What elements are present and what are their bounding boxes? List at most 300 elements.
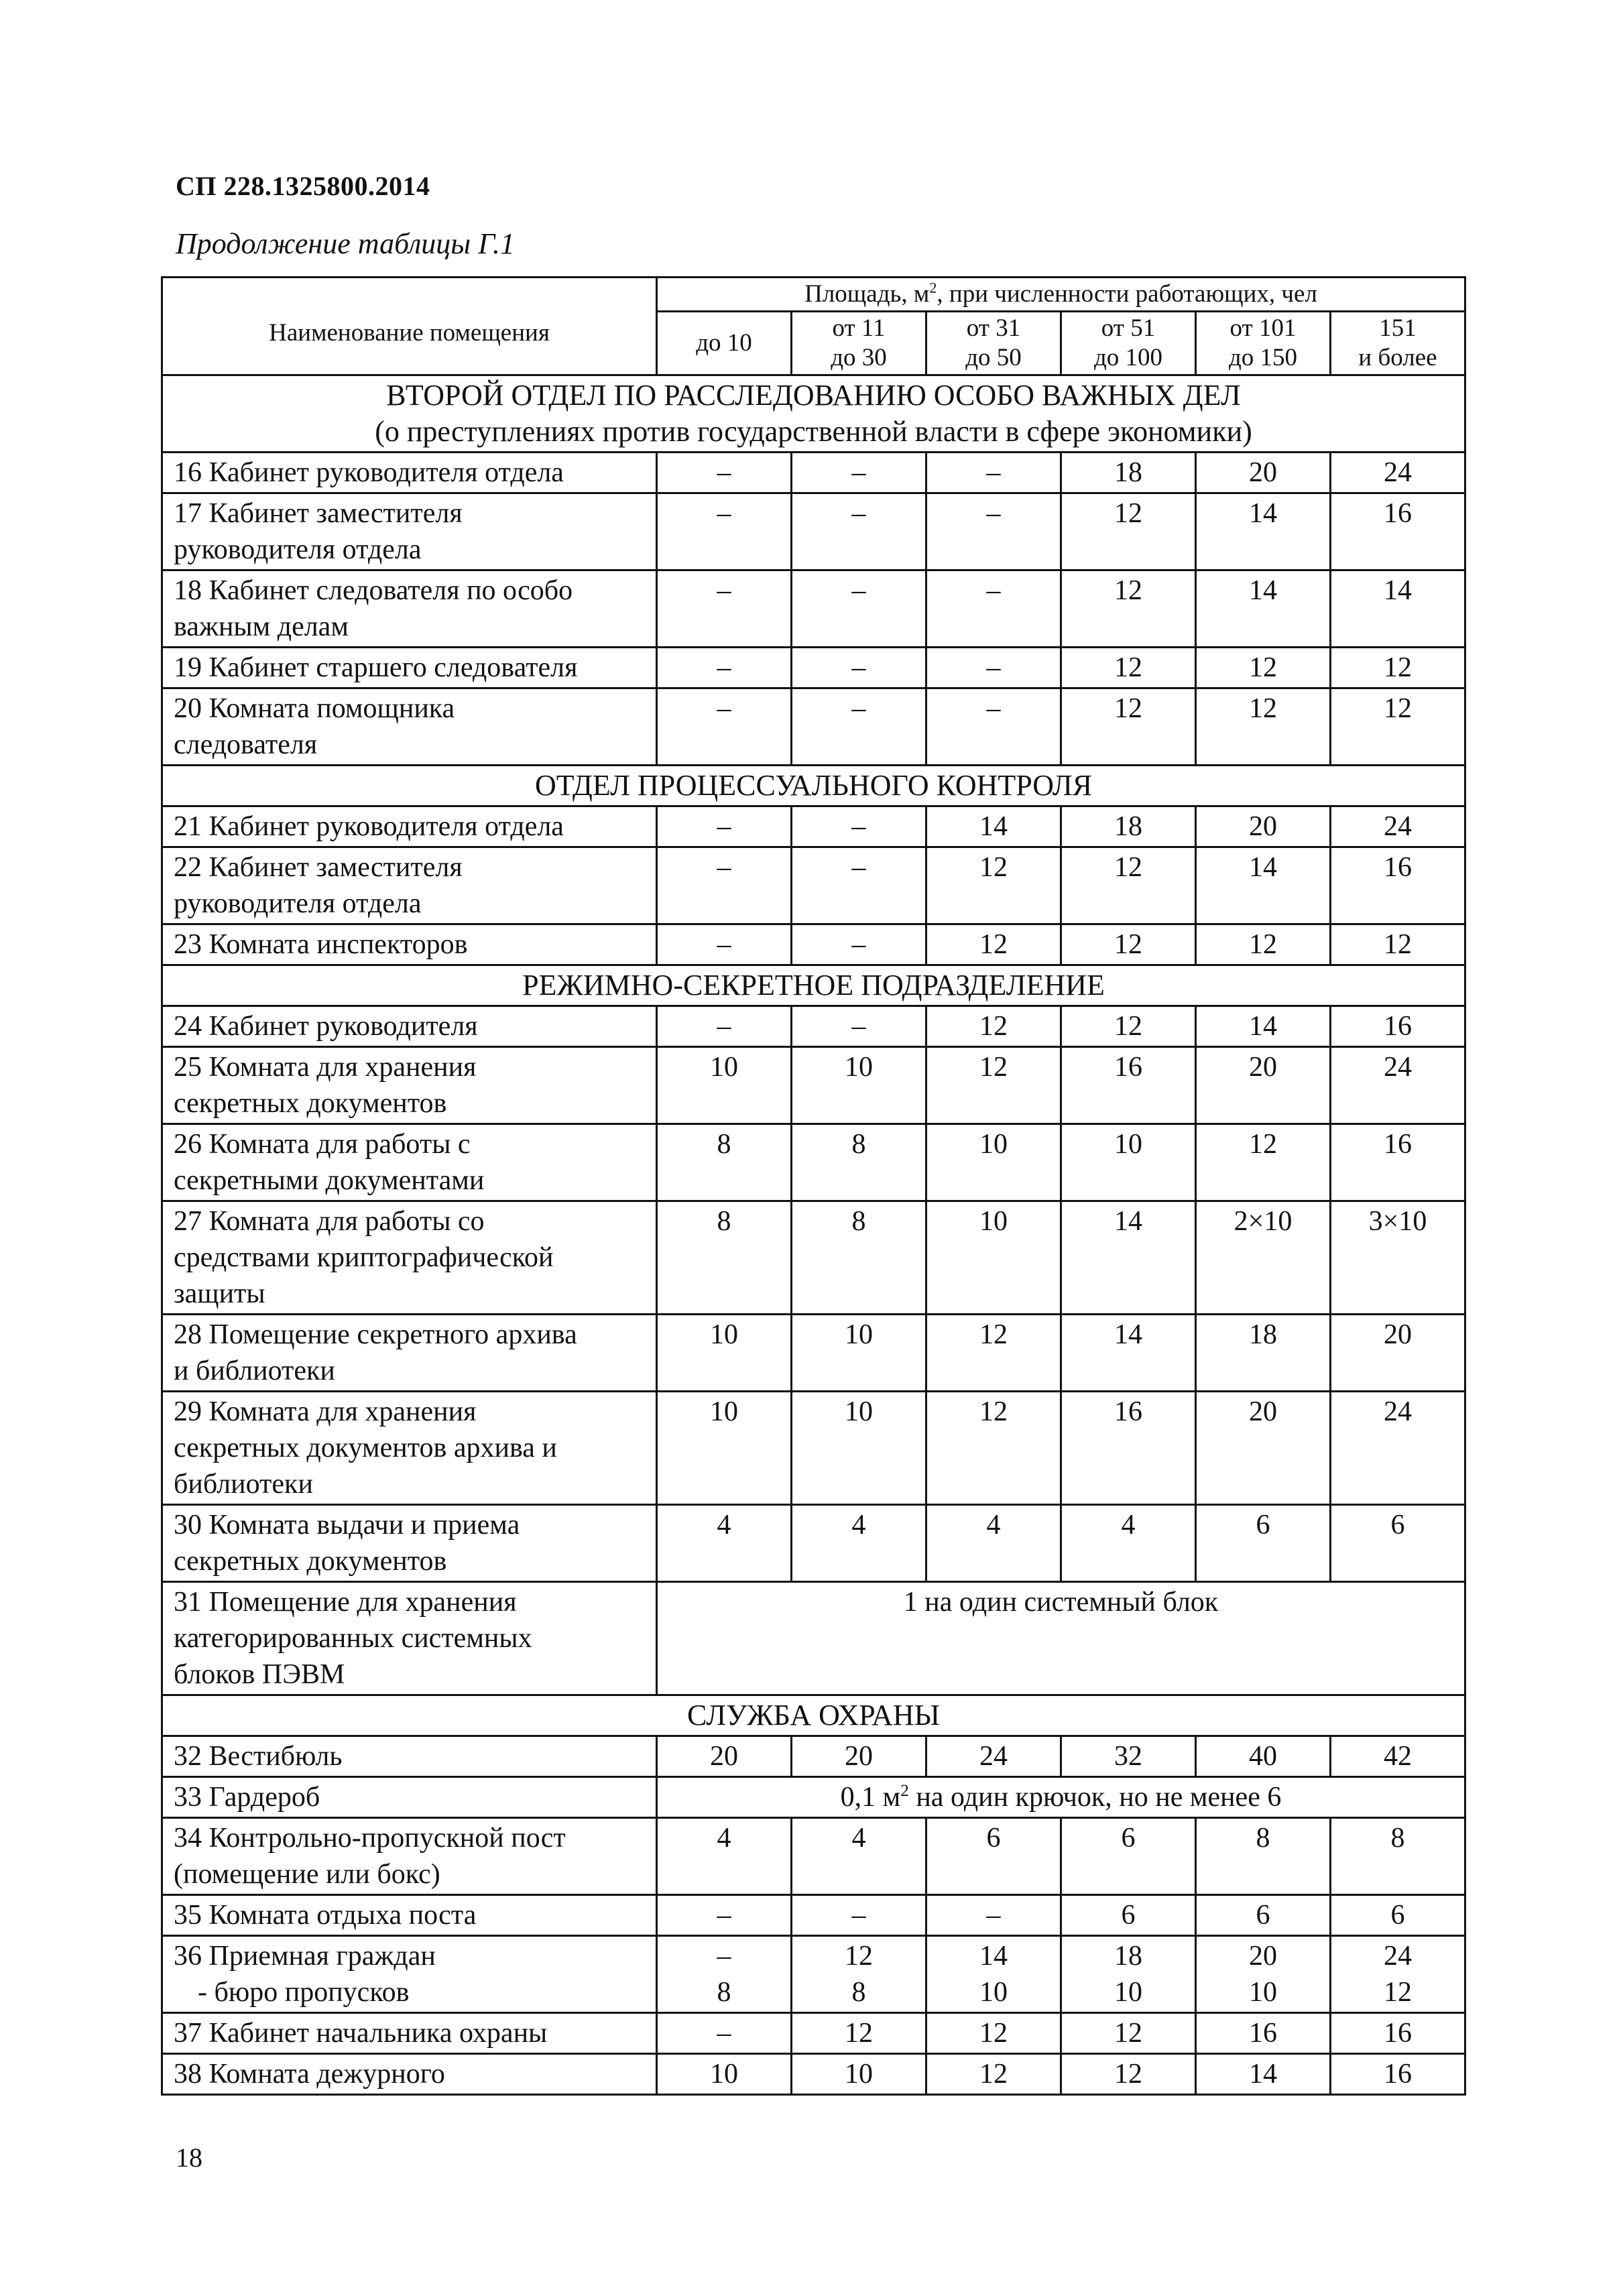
area-value-cell bbox=[792, 648, 926, 688]
area-value: – bbox=[851, 457, 866, 488]
room-name-line: 29 Комната для хранения bbox=[174, 1396, 477, 1427]
header-column-6 bbox=[1331, 312, 1465, 375]
area-value: 6 bbox=[1390, 1900, 1405, 1931]
area-value-cell bbox=[657, 688, 792, 766]
area-value-cell bbox=[926, 1505, 1061, 1582]
area-value-cell bbox=[1061, 847, 1196, 924]
area-value: 24 bbox=[1384, 1396, 1412, 1427]
area-value-cell bbox=[1196, 1936, 1331, 2013]
table-row bbox=[162, 1124, 1465, 1201]
area-value-cell bbox=[1061, 1505, 1196, 1582]
area-value-cell bbox=[1196, 1818, 1331, 1895]
area-value: 12 bbox=[979, 852, 1008, 883]
area-value: – bbox=[986, 652, 1001, 683]
area-value-cell bbox=[1196, 806, 1331, 847]
area-value-cell bbox=[792, 806, 926, 847]
room-name-line: 21 Кабинет руководителя отдела bbox=[174, 811, 564, 842]
area-value-cell bbox=[657, 493, 792, 570]
area-value-cell bbox=[792, 1936, 926, 2013]
area-value: – bbox=[851, 652, 866, 683]
area-value-cell bbox=[1061, 1315, 1196, 1392]
area-value: 6 bbox=[1121, 1823, 1136, 1854]
table-row bbox=[162, 1392, 1465, 1505]
area-value: 24 bbox=[979, 1741, 1008, 1772]
area-value-cell bbox=[1331, 1006, 1465, 1047]
area-value: 12 bbox=[1384, 652, 1412, 683]
document-code: СП 228.1325800.2014 bbox=[176, 171, 430, 201]
area-value-cell bbox=[657, 1818, 792, 1895]
room-name-cell bbox=[162, 2054, 657, 2095]
area-value-cell bbox=[657, 924, 792, 965]
area-value: 16 bbox=[1384, 1129, 1412, 1160]
table-row bbox=[162, 924, 1465, 965]
area-value-cell bbox=[926, 806, 1061, 847]
area-value: – bbox=[717, 852, 731, 883]
area-value-cell bbox=[657, 1736, 792, 1777]
header-column-line1: 151 bbox=[1379, 314, 1417, 342]
area-value-cell bbox=[1196, 1736, 1331, 1777]
room-name-cell bbox=[162, 1392, 657, 1505]
area-value-cell bbox=[1331, 1895, 1465, 1936]
room-name-cell bbox=[162, 493, 657, 570]
room-name-cell bbox=[162, 1315, 657, 1392]
area-value: 18 bbox=[1114, 811, 1142, 842]
area-value-cell bbox=[1196, 1392, 1331, 1505]
area-value-cell bbox=[1196, 1505, 1331, 1582]
room-name-cell bbox=[162, 1936, 657, 2013]
area-value: – bbox=[717, 1900, 731, 1931]
area-value: 12 bbox=[979, 929, 1008, 960]
area-value-cell bbox=[1331, 1936, 1465, 2013]
header-column-line1: от 101 bbox=[1229, 314, 1297, 342]
room-name-line: 17 Кабинет заместителя bbox=[174, 498, 463, 529]
header-column-1 bbox=[657, 312, 792, 375]
area-value: 12 bbox=[1249, 1129, 1277, 1160]
area-value-cell bbox=[657, 806, 792, 847]
area-value-cell bbox=[1196, 1124, 1331, 1201]
area-value-cell bbox=[657, 1895, 792, 1936]
area-value-cell bbox=[1196, 1006, 1331, 1047]
area-value-cell bbox=[1331, 452, 1465, 493]
area-value: 12 bbox=[979, 1052, 1008, 1083]
room-name-line: 37 Кабинет начальника охраны bbox=[174, 2018, 548, 2049]
area-value: 8 bbox=[851, 1129, 866, 1160]
area-value: – bbox=[717, 1011, 731, 1042]
area-value-cell bbox=[1061, 1818, 1196, 1895]
area-value: 12 bbox=[979, 1011, 1008, 1042]
area-value-cell bbox=[657, 1201, 792, 1315]
area-value-cell bbox=[792, 570, 926, 648]
area-value: 18 bbox=[1114, 1941, 1142, 1972]
area-value: 12 bbox=[1249, 929, 1277, 960]
area-value-cell bbox=[792, 2013, 926, 2054]
area-value: 10 bbox=[1114, 1129, 1142, 1160]
header-column-line1: от 11 bbox=[832, 314, 886, 342]
area-value-cell bbox=[792, 2054, 926, 2095]
header-column-line2: и более bbox=[1358, 344, 1437, 371]
section-title-text: ВТОРОЙ ОТДЕЛ ПО РАССЛЕДОВАНИЮ ОСОБО ВАЖНЫХ ДЕЛ bbox=[386, 379, 1241, 412]
section-row bbox=[162, 766, 1465, 806]
room-name-cell bbox=[162, 1201, 657, 1315]
area-value: 6 bbox=[1121, 1900, 1136, 1931]
area-value-cell bbox=[926, 2013, 1061, 2054]
area-value: – bbox=[717, 1941, 731, 1972]
header-room-name: Наименование помещения bbox=[162, 278, 657, 375]
area-value: – bbox=[851, 498, 866, 529]
area-value-cell bbox=[1196, 688, 1331, 766]
table-row bbox=[162, 1895, 1465, 1936]
area-value: 12 bbox=[1114, 652, 1142, 683]
room-name-cell bbox=[162, 924, 657, 965]
area-value-cell bbox=[657, 1047, 792, 1124]
area-value: 4 bbox=[717, 1823, 731, 1854]
area-value: – bbox=[851, 811, 866, 842]
room-name-line: 24 Кабинет руководителя bbox=[174, 1011, 478, 1042]
area-value-cell bbox=[1196, 1315, 1331, 1392]
header-column-line2: до 50 bbox=[965, 344, 1022, 371]
area-value: 2×10 bbox=[1234, 1206, 1293, 1237]
room-name-line: 19 Кабинет старшего следователя bbox=[174, 652, 578, 683]
area-value-cell bbox=[1331, 924, 1465, 965]
area-span-text-post: на один крючок, но не менее 6 bbox=[908, 1782, 1282, 1813]
area-value: 10 bbox=[710, 1319, 738, 1350]
area-value-cell bbox=[926, 2054, 1061, 2095]
area-value: 12 bbox=[1249, 693, 1277, 724]
section-title-text: СЛУЖБА ОХРАНЫ bbox=[686, 1699, 940, 1732]
section-title bbox=[162, 766, 1465, 806]
area-value: 16 bbox=[1249, 2018, 1277, 2049]
room-name-line: средствами криптографической bbox=[174, 1242, 554, 1273]
area-value: – bbox=[851, 693, 866, 724]
area-value: 8 bbox=[717, 1206, 731, 1237]
room-name-line: 23 Комната инспекторов bbox=[174, 929, 468, 960]
area-value-cell bbox=[926, 1201, 1061, 1315]
area-value: 12 bbox=[1114, 2059, 1142, 2090]
area-value-cell bbox=[1331, 1124, 1465, 1201]
room-name-line: секретных документов архива и bbox=[174, 1433, 557, 1463]
area-value-cell bbox=[1331, 1505, 1465, 1582]
area-value: 42 bbox=[1384, 1741, 1412, 1772]
room-name-line: 35 Комната отдыха поста bbox=[174, 1900, 477, 1931]
area-value: 14 bbox=[1249, 1011, 1277, 1042]
section-row bbox=[162, 375, 1465, 452]
area-value: – bbox=[717, 693, 731, 724]
area-span-cell bbox=[657, 1777, 1465, 1818]
area-value-cell bbox=[792, 688, 926, 766]
area-value-cell bbox=[926, 1736, 1061, 1777]
area-value-cell bbox=[657, 1392, 792, 1505]
area-value-cell bbox=[926, 570, 1061, 648]
area-value: 6 bbox=[1256, 1900, 1270, 1931]
area-value: 20 bbox=[1249, 457, 1277, 488]
area-value-cell bbox=[1061, 1047, 1196, 1124]
area-value: 20 bbox=[710, 1741, 738, 1772]
area-subvalue: 10 bbox=[1114, 1977, 1142, 2008]
room-name-line: 36 Приемная граждан bbox=[174, 1941, 436, 1972]
area-value: 12 bbox=[845, 2018, 873, 2049]
area-value: 16 bbox=[1384, 852, 1412, 883]
area-value: 24 bbox=[1384, 811, 1412, 842]
area-value-cell bbox=[657, 1315, 792, 1392]
area-value: 4 bbox=[851, 1510, 866, 1540]
area-value-cell bbox=[1196, 452, 1331, 493]
area-value: 12 bbox=[1114, 2018, 1142, 2049]
room-name-cell bbox=[162, 1582, 657, 1695]
area-value-cell bbox=[1061, 2054, 1196, 2095]
table-row bbox=[162, 847, 1465, 924]
area-value: 10 bbox=[710, 1052, 738, 1083]
table-row bbox=[162, 688, 1465, 766]
room-name-line: секретных документов bbox=[174, 1546, 447, 1577]
area-value: 18 bbox=[1249, 1319, 1277, 1350]
area-value: 4 bbox=[851, 1823, 866, 1854]
area-value: 6 bbox=[1256, 1510, 1270, 1540]
area-value-cell bbox=[1331, 1315, 1465, 1392]
room-name-line: секретных документов bbox=[174, 1088, 447, 1119]
header-column-3 bbox=[926, 312, 1061, 375]
area-value-cell bbox=[792, 493, 926, 570]
area-span-text: 1 на один системный блок bbox=[903, 1587, 1219, 1618]
page-number: 18 bbox=[176, 2142, 202, 2173]
area-value-cell bbox=[926, 924, 1061, 965]
area-value-cell bbox=[792, 1505, 926, 1582]
area-value: 12 bbox=[1114, 693, 1142, 724]
area-value-cell bbox=[792, 1736, 926, 1777]
room-name-line: следователя bbox=[174, 729, 318, 760]
room-name-cell bbox=[162, 1124, 657, 1201]
area-value: 6 bbox=[1390, 1510, 1405, 1540]
area-value: 12 bbox=[979, 1396, 1008, 1427]
area-value-cell bbox=[792, 1818, 926, 1895]
area-value-cell bbox=[926, 493, 1061, 570]
area-value: 12 bbox=[1384, 693, 1412, 724]
area-value-cell bbox=[1331, 1047, 1465, 1124]
area-value: 12 bbox=[979, 1319, 1008, 1350]
area-value: 8 bbox=[717, 1129, 731, 1160]
area-value: 10 bbox=[845, 2059, 873, 2090]
area-value: 10 bbox=[979, 1206, 1008, 1237]
area-value-cell bbox=[1196, 1047, 1331, 1124]
area-value: 10 bbox=[979, 1129, 1008, 1160]
area-value-cell bbox=[926, 1895, 1061, 1936]
room-name-cell bbox=[162, 2013, 657, 2054]
room-name-cell bbox=[162, 1777, 657, 1818]
header-column-2 bbox=[792, 312, 926, 375]
area-value: 20 bbox=[1249, 1396, 1277, 1427]
area-value-cell bbox=[926, 452, 1061, 493]
section-title-text: ОТДЕЛ ПРОЦЕССУАЛЬНОГО КОНТРОЛЯ bbox=[534, 769, 1093, 802]
header-column-line1: от 51 bbox=[1101, 314, 1156, 342]
room-name-cell bbox=[162, 688, 657, 766]
area-value: 14 bbox=[1249, 852, 1277, 883]
area-value-cell bbox=[1061, 1124, 1196, 1201]
area-value: 14 bbox=[1384, 575, 1412, 606]
table-row bbox=[162, 2054, 1465, 2095]
room-name-line: важным делам bbox=[174, 611, 349, 642]
area-value-cell bbox=[1061, 1392, 1196, 1505]
room-name-line: руководителя отдела bbox=[174, 534, 422, 565]
area-value: 18 bbox=[1114, 457, 1142, 488]
area-value-cell bbox=[1061, 1936, 1196, 2013]
room-name-line: 32 Вестибюль bbox=[174, 1741, 343, 1772]
area-value: – bbox=[717, 929, 731, 960]
section-title-text: РЕЖИМНО-СЕКРЕТНОЕ ПОДРАЗДЕЛЕНИЕ bbox=[522, 969, 1105, 1002]
area-value: 20 bbox=[845, 1741, 873, 1772]
room-name-cell bbox=[162, 1505, 657, 1582]
area-value-cell bbox=[657, 847, 792, 924]
section-title bbox=[162, 965, 1465, 1006]
area-value: – bbox=[717, 652, 731, 683]
room-name-line: категорированных системных bbox=[174, 1623, 532, 1654]
area-value-cell bbox=[926, 1006, 1061, 1047]
area-value-cell bbox=[657, 1505, 792, 1582]
area-value-cell bbox=[1331, 806, 1465, 847]
area-value: 24 bbox=[1384, 1052, 1412, 1083]
area-value: – bbox=[851, 575, 866, 606]
area-value: 24 bbox=[1384, 457, 1412, 488]
area-value-cell bbox=[926, 1315, 1061, 1392]
area-value-cell bbox=[1331, 2054, 1465, 2095]
area-value: 20 bbox=[1249, 1052, 1277, 1083]
area-value-cell bbox=[1331, 1201, 1465, 1315]
room-name-line: (помещение или бокс) bbox=[174, 1859, 440, 1890]
table-row bbox=[162, 1201, 1465, 1315]
room-name-subline: - бюро пропусков bbox=[198, 1977, 410, 2008]
room-name-cell bbox=[162, 1895, 657, 1936]
area-value: 16 bbox=[1114, 1052, 1142, 1083]
area-value: 14 bbox=[1114, 1319, 1142, 1350]
area-value-cell bbox=[1196, 570, 1331, 648]
room-name-line: 28 Помещение секретного архива bbox=[174, 1319, 577, 1350]
area-value-cell bbox=[792, 924, 926, 965]
room-name-line: 31 Помещение для хранения bbox=[174, 1587, 517, 1618]
area-value: – bbox=[986, 693, 1001, 724]
area-value-cell bbox=[1331, 1736, 1465, 1777]
area-value: 10 bbox=[845, 1396, 873, 1427]
area-subvalue: 12 bbox=[1384, 1977, 1412, 2008]
area-value: 14 bbox=[1114, 1206, 1142, 1237]
area-value-cell bbox=[926, 1124, 1061, 1201]
area-value: 20 bbox=[1384, 1319, 1412, 1350]
table-row bbox=[162, 493, 1465, 570]
area-value: 12 bbox=[1114, 929, 1142, 960]
area-value-cell bbox=[792, 1392, 926, 1505]
area-value-cell bbox=[1061, 806, 1196, 847]
room-name-line: 18 Кабинет следователя по особо bbox=[174, 575, 573, 606]
area-value-cell bbox=[657, 1006, 792, 1047]
area-value-cell bbox=[792, 1047, 926, 1124]
table-row bbox=[162, 1505, 1465, 1582]
area-value: – bbox=[717, 811, 731, 842]
room-name-cell bbox=[162, 806, 657, 847]
area-value: 16 bbox=[1114, 1396, 1142, 1427]
header-column-line2: до 150 bbox=[1228, 344, 1298, 371]
room-name-cell bbox=[162, 1736, 657, 1777]
room-name-line: 30 Комната выдачи и приема bbox=[174, 1510, 520, 1540]
table-row bbox=[162, 1047, 1465, 1124]
area-value-cell bbox=[926, 648, 1061, 688]
area-value: 32 bbox=[1114, 1741, 1142, 1772]
room-name-cell bbox=[162, 648, 657, 688]
table-row bbox=[162, 1736, 1465, 1777]
area-value: 20 bbox=[1249, 1941, 1277, 1972]
area-value: 4 bbox=[986, 1510, 1001, 1540]
area-value: 6 bbox=[986, 1823, 1001, 1854]
room-name-line: защиты bbox=[174, 1278, 265, 1309]
header-column-line2: до 30 bbox=[831, 344, 887, 371]
area-value: 4 bbox=[1121, 1510, 1136, 1540]
area-value: – bbox=[986, 1900, 1001, 1931]
section-subtitle-text: (о преступлениях против государственной власти в сфере экономики) bbox=[375, 415, 1252, 448]
area-value-cell bbox=[1196, 1895, 1331, 1936]
area-value-cell bbox=[657, 648, 792, 688]
area-value: 16 bbox=[1384, 2059, 1412, 2090]
room-name-line: 16 Кабинет руководителя отдела bbox=[174, 457, 564, 488]
section-row bbox=[162, 1695, 1465, 1736]
area-value-cell bbox=[657, 2054, 792, 2095]
area-value: 24 bbox=[1384, 1941, 1412, 1972]
area-value-cell bbox=[1331, 1818, 1465, 1895]
area-value: 12 bbox=[1114, 1011, 1142, 1042]
area-value-cell bbox=[1331, 2013, 1465, 2054]
room-name-line: блоков ПЭВМ bbox=[174, 1659, 345, 1690]
area-subvalue: 8 bbox=[717, 1977, 731, 2008]
table-row bbox=[162, 1582, 1465, 1695]
area-value-cell bbox=[926, 847, 1061, 924]
area-value-cell bbox=[657, 570, 792, 648]
header-column-line1: до 10 bbox=[696, 329, 752, 357]
area-value-cell bbox=[792, 1315, 926, 1392]
table-row bbox=[162, 806, 1465, 847]
area-span-text-pre: 0,1 м bbox=[840, 1782, 901, 1813]
room-name-line: 26 Комната для работы с bbox=[174, 1129, 471, 1160]
area-value-cell bbox=[1331, 847, 1465, 924]
area-value: – bbox=[851, 1900, 866, 1931]
room-name-line: 20 Комната помощника bbox=[174, 693, 455, 724]
area-subvalue: 8 bbox=[851, 1977, 866, 2008]
area-value-cell bbox=[1196, 493, 1331, 570]
room-name-cell bbox=[162, 452, 657, 493]
room-name-cell bbox=[162, 1047, 657, 1124]
section-title bbox=[162, 375, 1465, 452]
area-value: 12 bbox=[1249, 652, 1277, 683]
area-subvalue: 10 bbox=[979, 1977, 1008, 2008]
area-value-cell bbox=[926, 1047, 1061, 1124]
area-value: 14 bbox=[979, 811, 1008, 842]
area-value: – bbox=[717, 575, 731, 606]
area-value: 12 bbox=[1114, 575, 1142, 606]
area-value-cell bbox=[926, 1936, 1061, 2013]
area-value: – bbox=[986, 575, 1001, 606]
table-row bbox=[162, 570, 1465, 648]
room-name-line: 22 Кабинет заместителя bbox=[174, 852, 463, 883]
area-value-cell bbox=[1061, 1895, 1196, 1936]
area-value: 20 bbox=[1249, 811, 1277, 842]
table-row bbox=[162, 2013, 1465, 2054]
room-name-line: руководителя отдела bbox=[174, 888, 422, 919]
area-value: – bbox=[717, 457, 731, 488]
area-value-cell bbox=[926, 1392, 1061, 1505]
area-value-cell bbox=[792, 847, 926, 924]
area-value: 14 bbox=[1249, 575, 1277, 606]
area-value: 12 bbox=[845, 1941, 873, 1972]
table-row bbox=[162, 452, 1465, 493]
area-value-cell bbox=[657, 2013, 792, 2054]
area-value: 12 bbox=[1114, 852, 1142, 883]
area-value-cell bbox=[1061, 1736, 1196, 1777]
area-value: 12 bbox=[979, 2059, 1008, 2090]
area-value: 4 bbox=[717, 1510, 731, 1540]
